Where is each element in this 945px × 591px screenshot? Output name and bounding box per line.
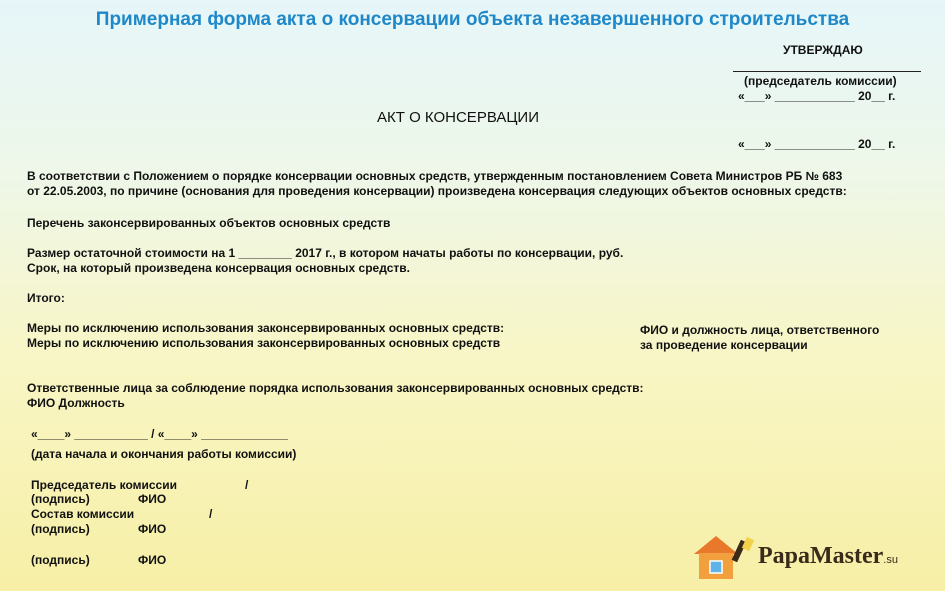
- signature-line: [733, 71, 921, 72]
- period-line: Срок, на который произведена консервация основных средств.: [27, 261, 410, 275]
- act-title: АКТ О КОНСЕРВАЦИИ: [377, 109, 539, 126]
- fio-caption: ФИО: [138, 492, 167, 506]
- responsible-person-label: ФИО и должность лица, ответственного: [640, 323, 880, 337]
- commission-dates: «____» ___________ / «____» _____________: [31, 427, 288, 441]
- measures-line: Меры по исключению использования законсервированных основных средств:: [27, 321, 505, 335]
- fio-position-label: ФИО Должность: [27, 396, 125, 410]
- signature-caption: (подпись): [31, 522, 90, 536]
- measures-line: Меры по исключению использования законсервированных основных средств: [27, 336, 501, 350]
- members-label: Состав комиссии: [31, 507, 135, 521]
- approve-label: УТВЕРЖДАЮ: [783, 43, 863, 57]
- fio-caption: ФИО: [138, 553, 167, 567]
- approve-role: (председатель комиссии): [744, 74, 897, 88]
- responsible-persons-line: Ответственные лица за соблюдение порядка использования законсервированных основных средств:: [27, 381, 644, 395]
- page-title: Примерная форма акта о консервации объекта незавершенного строительства: [95, 9, 850, 30]
- total-label: Итого:: [27, 291, 65, 305]
- slash: /: [245, 478, 249, 492]
- paragraph-line: В соответствии с Положением о порядке консервации основных средств, утвержденным постановлением Совета Министров РБ № 683: [27, 169, 843, 183]
- signature-caption: (подпись): [31, 492, 90, 506]
- responsible-person-label: за проведение консервации: [640, 338, 808, 352]
- fio-caption: ФИО: [138, 522, 167, 536]
- signature-caption: (подпись): [31, 553, 90, 567]
- act-date: «___» ____________ 20__ г.: [738, 137, 896, 151]
- papamaster-logo[interactable]: PapaMaster.su: [758, 543, 898, 569]
- assets-list-label: Перечень законсервированных объектов основных средств: [27, 216, 391, 230]
- residual-value-line: Размер остаточной стоимости на 1 ________ 2017 г., в котором начаты работы по консервации, руб.: [27, 246, 624, 260]
- commission-dates-caption: (дата начала и окончания работы комиссии): [31, 447, 297, 461]
- slash: /: [209, 507, 213, 521]
- chair-label: Председатель комиссии: [31, 478, 177, 492]
- paragraph-line: от 22.05.2003, по причине (основания для проведения консервации) произведена консервация следующих объектов основных средств:: [27, 184, 847, 198]
- approve-date: «___» ____________ 20__ г.: [738, 89, 896, 103]
